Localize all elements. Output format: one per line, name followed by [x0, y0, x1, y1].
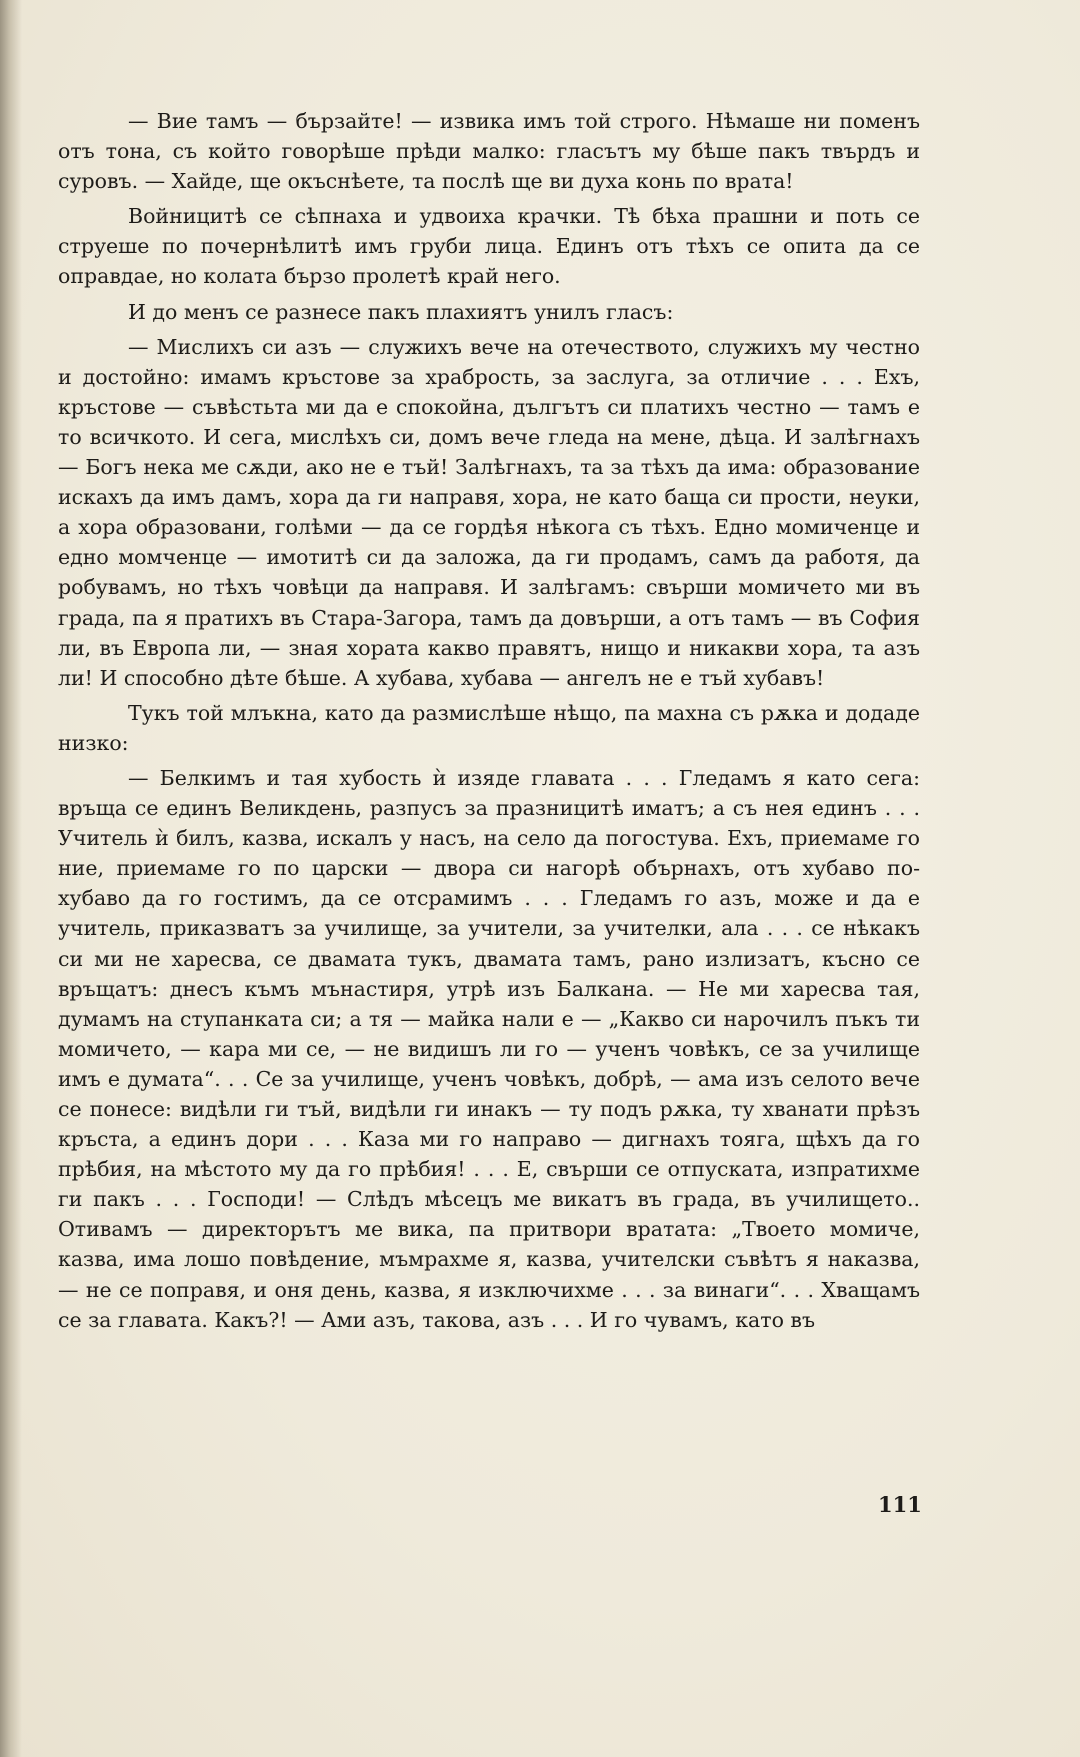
paragraph-6: — Белкимъ и тая хубость ѝ изяде главата . . . Гледамъ я като сега: връща се единъ Великдень, разпусъ за празницитѣ иматъ; а съ нея единъ . . . Учитель ѝ билъ, казва, искалъ у насъ, на село да погостува. Ехъ, приемаме го ние, приемаме го по царски — двора си нагорѣ обърнахъ, отъ хубаво по-хубаво да го гостимъ, да се отсрамимъ . . . Гледамъ го азъ, може и да е учитель, приказватъ за училище, за учители, за учителки, ала . . . се нѣкакъ си ми не харесва, се двамата тукъ, двамата тамъ, рано излизатъ, късно се връщатъ: днесъ къмъ мънастиря, утрѣ изъ Балкана. — Не ми харесва тая, думамъ на ступанката си; а тя — майка нали е — „Какво си нарочилъ пъкъ ти момичето, — кара ми се, — не видишъ ли го — ученъ човѣкъ, се за училище имъ е думата“. . . Се за училище, ученъ човѣкъ, добрѣ, — ама изъ селото вече се понесе: видѣли ги тъй, видѣли ги инакъ — ту подъ рѫка, ту хванати прѣзъ кръста, а единъ дори . . . Каза ми го направо — дигнахъ тояга, щѣхъ да го прѣбия, на мѣстото му да го прѣбия! . . . Е, свърши се отпуската, изпратихме ги пакъ . . . Господи! — Слѣдъ мѣсецъ ме викатъ въ града, въ училището.. Отивамъ — директорътъ ме вика, па притвори вратата: „Твоето момиче, казва, има лошо повѣдение, мъмрахме я, казва, учителски съвѣтъ я наказва, — не се поправя, и оня день, казва, я изключихме . . . за винаги“. . . Хващамъ се за главата. Какъ?! — Ами азъ, такова, азъ . . . И го чувамъ, като въ	[58, 765, 920, 1332]
body-text	[58, 106, 920, 1340]
page-number: 111	[878, 1492, 922, 1517]
paragraph-3: И до менъ се разнесе пакъ плахиятъ унилъ гласъ:	[128, 299, 674, 324]
paragraph-1: — Вие тамъ — бързайте! — извика имъ той строго. Нѣмаше ни поменъ отъ тона, съ който говорѣше прѣди малко: гласътъ му бѣше пакъ твърдъ и суровъ. — Хайде, ще окъснѣете, та послѣ ще ви духа конь по врата!	[58, 109, 920, 194]
paragraph-5: Тукъ той млъкна, като да размислѣше нѣщо, па махна съ рѫка и додаде низко:	[58, 700, 920, 755]
spine-shadow	[0, 0, 22, 1757]
paragraph-2: Войницитѣ се сѣпнаха и удвоиха крачки. Тѣ бѣха прашни и поть се струеше по почернѣлитѣ имъ груби лица. Единъ отъ тѣхъ се опита да се оправдае, но колата бързо пролетѣ край него.	[58, 204, 920, 289]
paragraph-4: — Мислихъ си азъ — служихъ вече на отечеството, служихъ му честно и достойно: имамъ кръстове за храбрость, за заслуга, за отличие . . . Ехъ, кръстове — съвѣстьта ми да е спокойна, дългътъ си платихъ честно — тамъ е то всичкото. И сега, мислѣхъ си, домъ вече гледа на мене, дѣца. И залѣгнахъ — Богъ нека ме сѫди, ако не е тъй! Залѣгнахъ, та за тѣхъ да има: образование искахъ да имъ дамъ, хора да ги направя, хора, не като баща си прости, неуки, а хора образовани, голѣми — да се гордѣя нѣкога съ тѣхъ. Едно момиченце и едно момченце — имотитѣ си да заложа, да ги продамъ, самъ да работя, да робувамъ, но тѣхъ човѣци да направя. И залѣгамъ: свърши момичето ми въ града, па я пратихъ въ Стара-Загора, тамъ да довърши, а отъ тамъ — въ София ли, въ Европа ли, — зная хората какво правятъ, нищо и никакви хора, та азъ ли! И способно дѣте бѣше. А хубава, хубава — ангелъ не е тъй хубавъ!	[58, 334, 920, 690]
